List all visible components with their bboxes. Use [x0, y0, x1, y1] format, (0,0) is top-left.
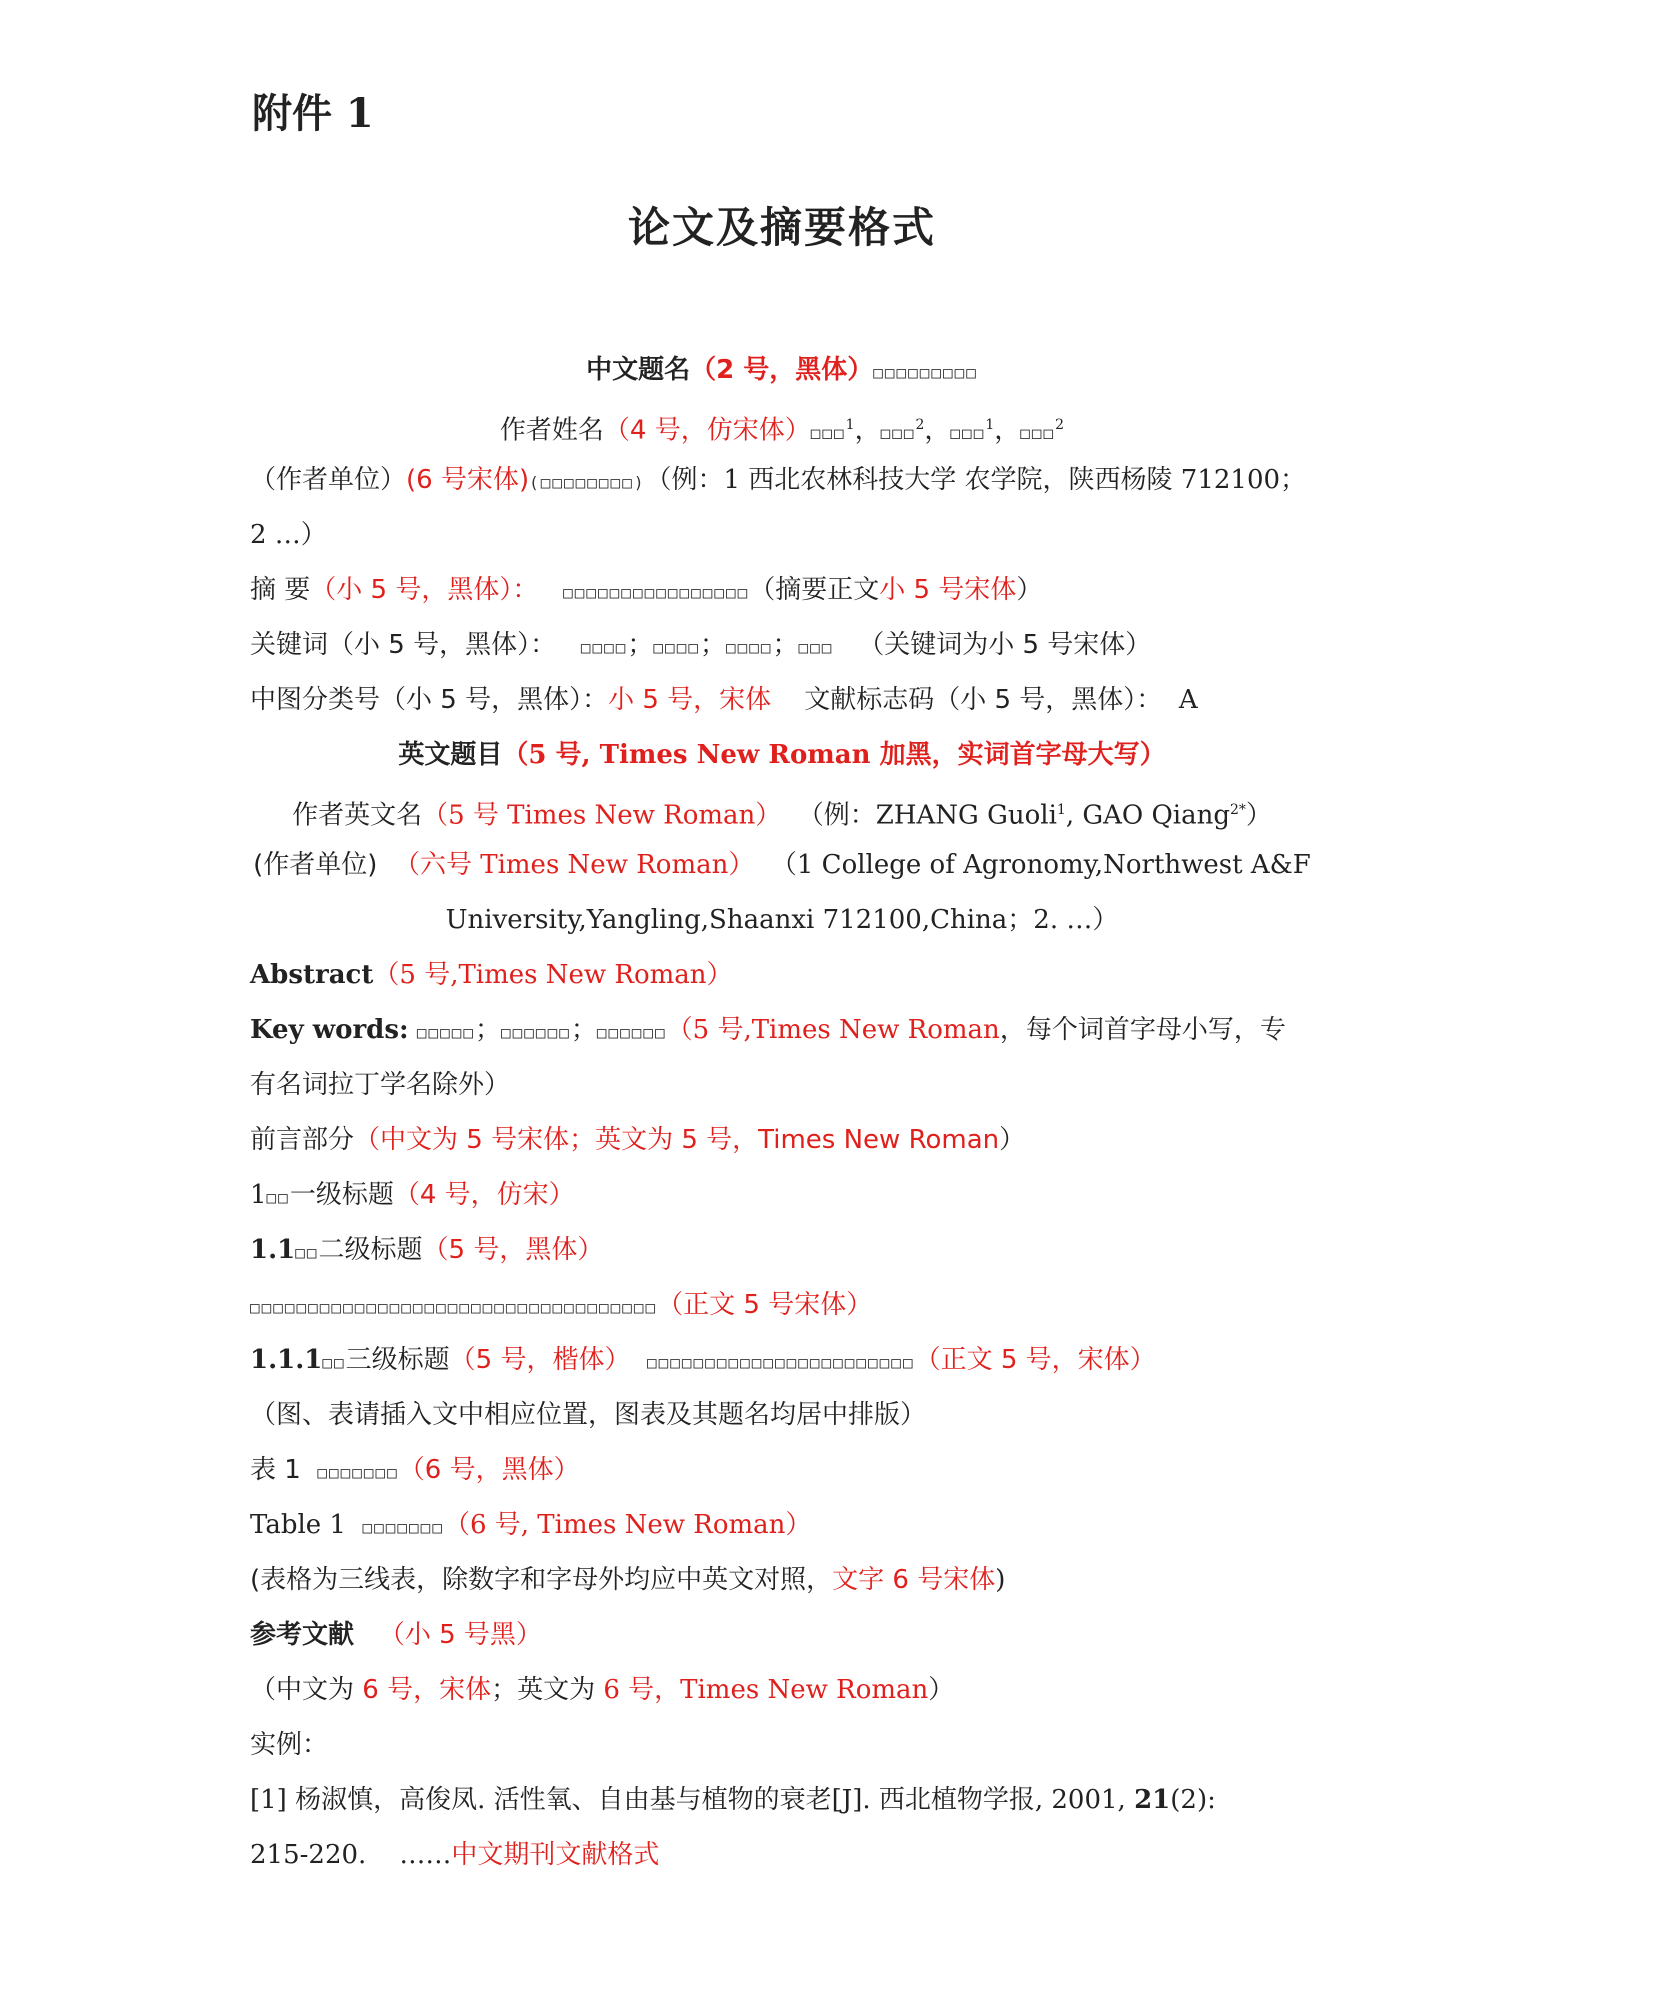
heading-1-label: 一级标题: [289, 1180, 394, 1210]
heading-1-number: 1: [250, 1180, 267, 1210]
keyword-cn-4: □□□: [798, 638, 834, 657]
keyword-cn-3: □□□□: [725, 638, 773, 657]
heading-1-spec: （4 号，仿宋）: [393, 1180, 575, 1210]
en-affiliation-line2: University,Yangling,Shaanxi 712100,China；2. …）: [445, 905, 1119, 935]
author-2: □□□: [880, 423, 916, 443]
heading-1-line: [250, 1175, 575, 1218]
heading-3-placeholder: □□□□□□□□□□□□□□□□□□□□□□□: [647, 1353, 915, 1372]
author-3-sup: 1: [985, 417, 995, 433]
keywords-cn-line: [250, 625, 1151, 668]
heading-2-line: [250, 1230, 603, 1273]
keyword-en-sep-1: ；: [475, 1015, 502, 1045]
clc-line: [250, 680, 1198, 720]
ref-note-spec-1: 6 号，宋体: [362, 1675, 492, 1705]
en-authors-label: 作者英文名: [292, 800, 423, 831]
table-cn-placeholder: □□□□□□□: [317, 1463, 399, 1482]
en-authors-spec: （5 号 Times New Roman）: [422, 800, 782, 831]
ref-1-issue: (2):: [1170, 1785, 1216, 1815]
affiliation-placeholder: (□□□□□□□□): [529, 473, 646, 492]
author-1: □□□: [810, 423, 846, 443]
heading-2-gap: □□: [295, 1243, 319, 1262]
heading-1-gap: □□: [266, 1188, 290, 1207]
heading-2-spec: （5 号，黑体）: [422, 1235, 604, 1265]
table-cn-label: 表 1: [250, 1455, 301, 1485]
annex-label: 附件 1: [252, 90, 374, 137]
table-note-spec: 文字 6 号宋体: [832, 1565, 996, 1595]
ref-1-text: [1] 杨淑慎，高俊凤. 活性氧、自由基与植物的衰老[J]. 西北植物学报, 2001,: [250, 1785, 1135, 1815]
cn-title-placeholder: □□□□□□□□□: [873, 363, 978, 382]
author-4-sup: 2: [1055, 417, 1065, 433]
ref-note-spec-2: 6 号，Times New Roman: [603, 1675, 929, 1705]
ref-note-close: ）: [928, 1675, 955, 1705]
abstract-cn-note-post: ）: [1016, 575, 1043, 605]
en-affiliation-spec: （六号 Times New Roman）: [393, 850, 755, 880]
keyword-en-2: □□□□□□: [501, 1023, 571, 1042]
keywords-en-line: [250, 1010, 1286, 1053]
ref-1-ellipsis: ……: [399, 1840, 452, 1870]
author-1-sup: 1: [845, 417, 855, 433]
intro-close: ）: [999, 1125, 1026, 1155]
en-author-1-sup: 1: [1056, 802, 1066, 818]
cn-title-label: 中文题名: [586, 355, 691, 385]
keyword-en-3: □□□□□□: [596, 1023, 667, 1042]
en-title-spec: （5 号, Times New Roman 加黑，实词首字母大写）: [502, 740, 1166, 770]
document-title: 论文及摘要格式: [627, 203, 936, 252]
ref-1-cont: [250, 1835, 659, 1875]
heading-2-number: 1.1: [250, 1235, 296, 1265]
author-sep-1: ，: [854, 415, 881, 446]
abstract-cn-placeholder: □□□□□□□□□□□□□□□□: [563, 583, 750, 602]
heading-3-label: 三级标题: [345, 1345, 450, 1375]
ref-1-pages: 215-220.: [250, 1840, 367, 1870]
keyword-cn-sep-2: ；: [699, 630, 726, 660]
ref-note-line: [250, 1670, 954, 1710]
en-authors-example-1: （例：ZHANG Guoli: [797, 800, 1057, 831]
author-sep-2: ，: [924, 415, 951, 446]
table-note-post: ): [995, 1565, 1006, 1595]
keyword-cn-2: □□□□: [653, 638, 700, 657]
table-cn-line: [250, 1450, 580, 1493]
keyword-cn-1: □□□□: [580, 638, 628, 657]
clc-label: 中图分类号（小 5 号，黑体）：: [250, 685, 609, 715]
en-affiliation-line: [0, 845, 1564, 885]
keyword-en-1: □□□□□: [416, 1023, 476, 1042]
references-spec: （小 5 号黑）: [378, 1620, 542, 1650]
keywords-en-label: Key words:: [250, 1015, 409, 1045]
figure-note: （图、表请插入文中相应位置，图表及其题名均居中排版）: [250, 1400, 927, 1430]
ref-note-pre: （中文为: [250, 1675, 363, 1705]
abstract-cn-note-pre: （摘要正文: [749, 575, 880, 605]
author-2-sup: 2: [915, 417, 925, 433]
doc-code-value: A: [1178, 685, 1198, 715]
keyword-cn-sep-3: ；: [772, 630, 799, 660]
keywords-en-spec: （5 号,Times New Roman: [666, 1015, 1000, 1045]
intro-line: [250, 1120, 1025, 1160]
cn-title-spec: （2 号，黑体）: [690, 355, 874, 385]
clc-spec: 小 5 号，宋体: [608, 685, 772, 715]
keyword-cn-sep-1: ；: [627, 630, 654, 660]
keywords-en-note: ，每个词首字母小写，专: [999, 1015, 1286, 1045]
abstract-en-label: Abstract: [250, 960, 374, 990]
author-4: □□□: [1020, 423, 1056, 443]
en-title-line: [0, 735, 1564, 775]
heading-3-line: [250, 1340, 1156, 1383]
abstract-cn-label: 摘 要: [250, 575, 311, 605]
author-sep-3: ，: [994, 415, 1021, 446]
keywords-en-note-cont: 有名词拉丁学名除外）: [250, 1070, 511, 1100]
abstract-en-spec: （5 号,Times New Roman）: [373, 960, 733, 990]
ref-1-line: [250, 1780, 1216, 1820]
abstract-cn-spec: （小 5 号，黑体）：: [310, 575, 539, 605]
table-note-line: [250, 1560, 1005, 1600]
heading-2-label: 二级标题: [318, 1235, 423, 1265]
abstract-en-line: [250, 955, 733, 995]
heading-3-number: 1.1.1: [250, 1345, 323, 1375]
example-label: 实例：: [250, 1730, 329, 1760]
body-text-placeholder: □□□□□□□□□□□□□□□□□□□□□□□□□□□□□□□□□□□: [250, 1298, 658, 1317]
abstract-cn-line: [250, 570, 1042, 613]
abstract-cn-note-spec: 小 5 号宋体: [879, 575, 1017, 605]
cn-title-line: [0, 350, 1564, 393]
ref-1-note: 中文期刊文献格式: [451, 1840, 660, 1870]
affiliation-example: （例：1 西北农林科技大学 农学院，陕西杨陵 712100；: [645, 465, 1307, 495]
en-authors-example-close: ）: [1245, 800, 1272, 831]
table-note-pre: (表格为三线表，除数字和字母外均应中英文对照，: [250, 1565, 833, 1595]
en-affiliation-line1: （1 College of Agronomy,Northwest A&F: [770, 850, 1311, 880]
en-title-label: 英文题目: [398, 740, 503, 770]
table-cn-spec: （6 号，黑体）: [398, 1455, 580, 1485]
authors-line: [0, 405, 1564, 454]
affiliation-spec: (6 号宋体): [406, 465, 530, 495]
en-authors-example-2: , GAO Qiang: [1065, 800, 1230, 831]
affiliation-cont: 2 …）: [250, 520, 327, 550]
en-authors-line: [0, 790, 1564, 836]
references-label: 参考文献: [250, 1620, 355, 1650]
keywords-cn-label: 关键词（小 5 号，黑体）：: [250, 630, 557, 660]
ref-1-volume: 21: [1134, 1785, 1171, 1815]
authors-spec: （4 号，仿宋体）: [603, 415, 811, 446]
en-affiliation-label: (作者单位): [253, 850, 378, 880]
intro-label: 前言部分: [250, 1125, 355, 1155]
table-en-placeholder: □□□□□□□: [362, 1518, 444, 1537]
affiliation-line: [250, 460, 1306, 503]
keywords-cn-note: （关键词为小 5 号宋体）: [858, 630, 1152, 660]
body-text-spec: （正文 5 号宋体）: [657, 1290, 873, 1320]
en-author-2-sup: 2*: [1230, 802, 1246, 818]
references-line: [250, 1615, 542, 1655]
table-en-spec: （6 号, Times New Roman）: [443, 1510, 812, 1540]
ref-note-mid: ；英文为: [491, 1675, 604, 1705]
body-text-line: [250, 1285, 872, 1328]
heading-3-spec: （5 号，楷体）: [449, 1345, 631, 1375]
heading-3-spec-2: （正文 5 号，宋体）: [914, 1345, 1156, 1375]
author-3: □□□: [950, 423, 986, 443]
intro-spec: （中文为 5 号宋体；英文为 5 号，Times New Roman: [354, 1125, 1000, 1155]
affiliation-label: （作者单位）: [250, 465, 407, 495]
table-en-line: [250, 1505, 811, 1548]
authors-label: 作者姓名: [499, 415, 604, 446]
doc-code-label: 文献标志码（小 5 号，黑体）：: [804, 685, 1163, 715]
table-en-label: Table 1: [250, 1510, 346, 1540]
keyword-en-sep-2: ；: [570, 1015, 597, 1045]
heading-3-gap: □□: [322, 1353, 346, 1372]
